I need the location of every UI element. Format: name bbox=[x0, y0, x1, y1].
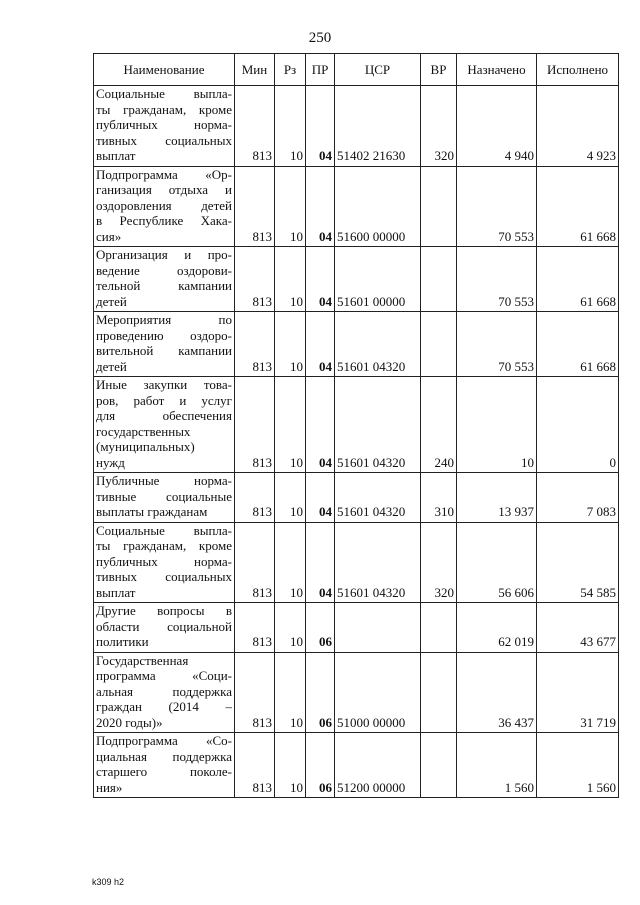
row-pr-cell: 04 bbox=[306, 86, 335, 167]
row-name-line: государственных bbox=[96, 423, 191, 439]
row-name-line: ведение оздорови- bbox=[96, 262, 232, 278]
row-csr-cell: 51600 00000 bbox=[335, 166, 421, 247]
row-name-line: детей bbox=[96, 293, 127, 309]
row-executed-cell: 61 668 bbox=[537, 312, 619, 377]
row-name-line: политики bbox=[96, 634, 149, 649]
table-body bbox=[94, 86, 619, 798]
table-row bbox=[94, 652, 619, 733]
row-executed-cell: 7 083 bbox=[537, 473, 619, 523]
row-vr-cell bbox=[421, 247, 457, 312]
row-vr-cell bbox=[421, 652, 457, 733]
row-name-line: 2020 годы)» bbox=[96, 714, 163, 730]
col-header-vr: ВР bbox=[421, 54, 457, 86]
row-executed-cell: 61 668 bbox=[537, 166, 619, 247]
row-name-line: старшего поколе- bbox=[96, 764, 232, 779]
row-assigned-cell: 70 553 bbox=[457, 166, 537, 247]
row-name-line: ты гражданам, кроме bbox=[96, 538, 232, 553]
row-assigned-cell: 36 437 bbox=[457, 652, 537, 733]
budget-table bbox=[93, 53, 619, 798]
row-rz-cell: 10 bbox=[275, 86, 306, 167]
row-csr-cell: 51601 00000 bbox=[335, 247, 421, 312]
row-rz-cell: 10 bbox=[275, 733, 306, 798]
row-name-line: (муниципальных) bbox=[96, 439, 195, 454]
row-executed-cell: 4 923 bbox=[537, 86, 619, 167]
col-header-pr: ПР bbox=[306, 54, 335, 86]
row-vr-cell bbox=[421, 166, 457, 247]
row-assigned-cell: 70 553 bbox=[457, 312, 537, 377]
row-rz-cell: 10 bbox=[275, 603, 306, 653]
row-csr-cell: 51601 04320 bbox=[335, 312, 421, 377]
row-vr-cell bbox=[421, 733, 457, 798]
row-assigned-cell: 62 019 bbox=[457, 603, 537, 653]
row-name-line: циальная поддержка bbox=[96, 748, 232, 764]
row-pr-cell: 06 bbox=[306, 733, 335, 798]
row-assigned-cell: 13 937 bbox=[457, 473, 537, 523]
row-rz-cell: 10 bbox=[275, 522, 306, 603]
row-name-line: Социальные выпла- bbox=[96, 522, 232, 538]
row-rz-cell: 10 bbox=[275, 473, 306, 523]
row-name-cell bbox=[94, 247, 235, 312]
row-min-cell: 813 bbox=[235, 652, 275, 733]
row-name-line: выплаты гражданам bbox=[96, 504, 208, 519]
table-row bbox=[94, 312, 619, 377]
row-name-line: Государственная bbox=[96, 652, 189, 668]
row-name-line: области социальной bbox=[96, 618, 232, 634]
row-pr-cell: 04 bbox=[306, 247, 335, 312]
row-vr-cell: 240 bbox=[421, 377, 457, 473]
header-row bbox=[94, 54, 619, 86]
row-vr-cell: 320 bbox=[421, 522, 457, 603]
row-csr-cell: 51000 00000 bbox=[335, 652, 421, 733]
row-name-line: вительной кампании bbox=[96, 343, 232, 358]
row-name-cell bbox=[94, 166, 235, 247]
row-name-line: детей bbox=[96, 358, 127, 374]
row-pr-cell: 06 bbox=[306, 603, 335, 653]
col-header-assigned: Назначено bbox=[457, 54, 537, 86]
row-name-cell bbox=[94, 522, 235, 603]
table-row bbox=[94, 733, 619, 798]
table-row bbox=[94, 603, 619, 653]
row-name-cell bbox=[94, 86, 235, 167]
row-name-line: тивные социальные bbox=[96, 488, 232, 504]
table-row bbox=[94, 522, 619, 603]
footer-code: k309 h2 bbox=[92, 877, 125, 887]
page-number: 250 bbox=[308, 30, 332, 46]
row-min-cell: 813 bbox=[235, 473, 275, 523]
table-row bbox=[94, 473, 619, 523]
row-pr-cell: 04 bbox=[306, 473, 335, 523]
row-csr-cell: 51402 21630 bbox=[335, 86, 421, 167]
row-name-line: альная поддержка bbox=[96, 683, 232, 699]
row-name-cell bbox=[94, 603, 235, 653]
row-name-line: оздоровления детей bbox=[96, 197, 232, 213]
row-name-line: ров, работ и услуг bbox=[96, 392, 232, 408]
row-rz-cell: 10 bbox=[275, 247, 306, 312]
row-csr-cell: 51601 04320 bbox=[335, 473, 421, 523]
row-executed-cell: 43 677 bbox=[537, 603, 619, 653]
row-assigned-cell: 1 560 bbox=[457, 733, 537, 798]
row-executed-cell: 1 560 bbox=[537, 733, 619, 798]
row-name-line: нужд bbox=[96, 454, 125, 470]
table-row bbox=[94, 377, 619, 473]
row-vr-cell bbox=[421, 603, 457, 653]
row-name-line: Иные закупки това- bbox=[96, 377, 232, 392]
row-vr-cell: 320 bbox=[421, 86, 457, 167]
row-min-cell: 813 bbox=[235, 86, 275, 167]
row-name-line: ния» bbox=[96, 779, 123, 795]
row-min-cell: 813 bbox=[235, 522, 275, 603]
row-name-line: сия» bbox=[96, 228, 122, 244]
table-row bbox=[94, 86, 619, 167]
row-name-line: Мероприятия по bbox=[96, 312, 232, 327]
row-csr-cell: 51200 00000 bbox=[335, 733, 421, 798]
row-min-cell: 813 bbox=[235, 603, 275, 653]
row-name-line: в Республике Хака- bbox=[96, 213, 232, 228]
row-name-line: Другие вопросы в bbox=[96, 603, 232, 618]
row-name-cell bbox=[94, 652, 235, 733]
row-name-line: Подпрограмма «Ор- bbox=[96, 166, 232, 182]
row-vr-cell: 310 bbox=[421, 473, 457, 523]
row-name-cell bbox=[94, 733, 235, 798]
row-rz-cell: 10 bbox=[275, 166, 306, 247]
row-name-line: Организация и про- bbox=[96, 247, 232, 262]
row-name-line: Социальные выпла- bbox=[96, 86, 232, 101]
row-pr-cell: 04 bbox=[306, 522, 335, 603]
row-csr-cell bbox=[335, 603, 421, 653]
row-assigned-cell: 10 bbox=[457, 377, 537, 473]
row-name-cell bbox=[94, 473, 235, 523]
table-row bbox=[94, 247, 619, 312]
row-min-cell: 813 bbox=[235, 733, 275, 798]
row-assigned-cell: 70 553 bbox=[457, 247, 537, 312]
row-min-cell: 813 bbox=[235, 377, 275, 473]
row-executed-cell: 61 668 bbox=[537, 247, 619, 312]
row-name-line: программа «Соци- bbox=[96, 668, 232, 683]
col-header-rz: Рз bbox=[275, 54, 306, 86]
row-name-line: Публичные норма- bbox=[96, 473, 232, 488]
row-rz-cell: 10 bbox=[275, 652, 306, 733]
row-name-cell bbox=[94, 377, 235, 473]
row-assigned-cell: 4 940 bbox=[457, 86, 537, 167]
row-rz-cell: 10 bbox=[275, 377, 306, 473]
row-name-line: Подпрограмма «Со- bbox=[96, 733, 232, 748]
row-name-line: ты гражданам, кроме bbox=[96, 101, 232, 117]
row-name-line: выплат bbox=[96, 584, 136, 600]
row-assigned-cell: 56 606 bbox=[457, 522, 537, 603]
col-header-executed: Исполнено bbox=[537, 54, 619, 86]
row-vr-cell bbox=[421, 312, 457, 377]
row-name-line: публичных норма- bbox=[96, 117, 232, 132]
row-csr-cell: 51601 04320 bbox=[335, 377, 421, 473]
row-executed-cell: 31 719 bbox=[537, 652, 619, 733]
row-name-cell bbox=[94, 312, 235, 377]
row-csr-cell: 51601 04320 bbox=[335, 522, 421, 603]
row-name-line: ганизация отдыха и bbox=[96, 182, 232, 197]
row-name-line: тельной кампании bbox=[96, 278, 232, 293]
row-executed-cell: 54 585 bbox=[537, 522, 619, 603]
row-pr-cell: 04 bbox=[306, 312, 335, 377]
row-name-line: для обеспечения bbox=[96, 408, 232, 423]
row-executed-cell: 0 bbox=[537, 377, 619, 473]
row-pr-cell: 04 bbox=[306, 166, 335, 247]
col-header-min: Мин bbox=[235, 54, 275, 86]
col-header-csr: ЦСР bbox=[335, 54, 421, 86]
table-row bbox=[94, 166, 619, 247]
row-min-cell: 813 bbox=[235, 247, 275, 312]
row-name-line: проведению оздоро- bbox=[96, 327, 232, 343]
row-rz-cell: 10 bbox=[275, 312, 306, 377]
row-pr-cell: 06 bbox=[306, 652, 335, 733]
row-name-line: выплат bbox=[96, 148, 136, 163]
row-name-line: публичных норма- bbox=[96, 553, 232, 569]
row-name-line: тивных социальных bbox=[96, 569, 232, 584]
row-min-cell: 813 bbox=[235, 312, 275, 377]
row-name-line: тивных социальных bbox=[96, 132, 232, 148]
row-min-cell: 813 bbox=[235, 166, 275, 247]
col-header-name: Наименование bbox=[94, 54, 235, 86]
row-pr-cell: 04 bbox=[306, 377, 335, 473]
row-name-line: граждан (2014 – bbox=[96, 699, 232, 714]
